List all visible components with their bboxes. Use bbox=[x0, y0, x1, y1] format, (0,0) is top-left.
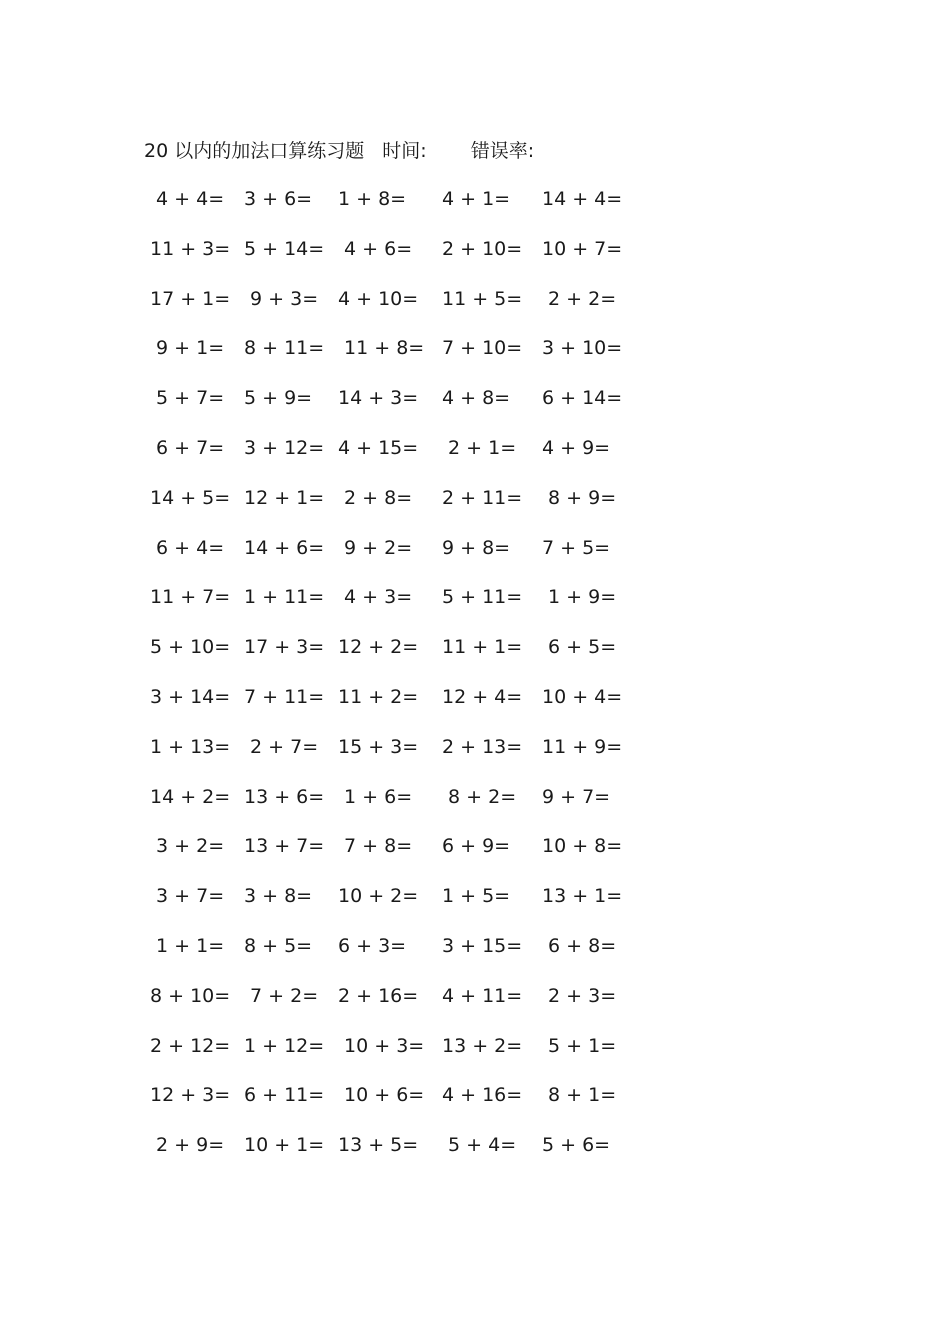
addition-problem: 1 + 12= bbox=[244, 1034, 325, 1057]
problem-row bbox=[150, 484, 650, 534]
addition-problem: 6 + 5= bbox=[542, 636, 617, 659]
addition-problem: 8 + 5= bbox=[244, 934, 313, 957]
addition-problem: 4 + 4= bbox=[150, 188, 225, 210]
addition-problem: 6 + 8= bbox=[542, 934, 617, 957]
addition-problem: 9 + 8= bbox=[442, 536, 511, 559]
addition-problem: 5 + 4= bbox=[442, 1134, 517, 1157]
addition-problem: 4 + 6= bbox=[338, 237, 413, 260]
addition-problem: 1 + 6= bbox=[338, 785, 413, 808]
addition-problem: 10 + 6= bbox=[338, 1084, 425, 1107]
addition-problem: 14 + 2= bbox=[150, 785, 231, 808]
addition-problem: 5 + 11= bbox=[442, 586, 523, 609]
addition-problem: 8 + 1= bbox=[542, 1084, 617, 1107]
addition-problem: 13 + 1= bbox=[542, 885, 623, 908]
addition-problem: 12 + 1= bbox=[244, 486, 325, 509]
addition-problem: 6 + 3= bbox=[338, 934, 407, 957]
addition-problem: 11 + 3= bbox=[150, 237, 231, 260]
addition-problem: 17 + 3= bbox=[244, 636, 325, 659]
addition-problem: 1 + 8= bbox=[338, 188, 407, 210]
problem-row bbox=[150, 235, 650, 285]
addition-problem: 2 + 16= bbox=[338, 984, 419, 1007]
problem-row bbox=[150, 982, 650, 1032]
addition-problem: 4 + 11= bbox=[442, 984, 523, 1007]
addition-problem: 2 + 11= bbox=[442, 486, 523, 509]
addition-problem: 9 + 1= bbox=[150, 337, 225, 360]
addition-problem: 9 + 3= bbox=[244, 287, 319, 310]
addition-problem: 4 + 16= bbox=[442, 1084, 523, 1107]
addition-problem: 7 + 11= bbox=[244, 685, 325, 708]
addition-problem: 13 + 6= bbox=[244, 785, 325, 808]
addition-problem: 3 + 10= bbox=[542, 337, 623, 360]
addition-problem: 2 + 10= bbox=[442, 237, 523, 260]
addition-problem: 5 + 1= bbox=[542, 1034, 617, 1057]
addition-problem: 11 + 2= bbox=[338, 685, 419, 708]
addition-problem: 14 + 4= bbox=[542, 188, 623, 210]
addition-problem: 10 + 4= bbox=[542, 685, 623, 708]
addition-problem: 11 + 9= bbox=[542, 735, 623, 758]
addition-problem: 2 + 9= bbox=[150, 1134, 225, 1157]
addition-problem: 2 + 12= bbox=[150, 1034, 231, 1057]
addition-problem: 2 + 1= bbox=[442, 436, 517, 459]
addition-problem: 8 + 9= bbox=[542, 486, 617, 509]
addition-problem: 4 + 10= bbox=[338, 287, 419, 310]
addition-problem: 4 + 8= bbox=[442, 387, 511, 410]
problem-grid bbox=[150, 185, 650, 1181]
addition-problem: 8 + 10= bbox=[150, 984, 231, 1007]
problem-row bbox=[150, 185, 650, 235]
addition-problem: 2 + 13= bbox=[442, 735, 523, 758]
addition-problem: 17 + 1= bbox=[150, 287, 231, 310]
addition-problem: 12 + 2= bbox=[338, 636, 419, 659]
addition-problem: 11 + 8= bbox=[338, 337, 425, 360]
problem-row bbox=[150, 733, 650, 783]
addition-problem: 4 + 1= bbox=[442, 188, 511, 210]
addition-problem: 6 + 11= bbox=[244, 1084, 325, 1107]
addition-problem: 9 + 2= bbox=[338, 536, 413, 559]
addition-problem: 14 + 6= bbox=[244, 536, 325, 559]
addition-problem: 5 + 9= bbox=[244, 387, 313, 410]
addition-problem: 6 + 14= bbox=[542, 387, 623, 410]
addition-problem: 13 + 5= bbox=[338, 1134, 419, 1157]
addition-problem: 14 + 5= bbox=[150, 486, 231, 509]
addition-problem: 12 + 4= bbox=[442, 685, 523, 708]
problem-row bbox=[150, 1131, 650, 1181]
addition-problem: 12 + 3= bbox=[150, 1084, 231, 1107]
addition-problem: 10 + 3= bbox=[338, 1034, 425, 1057]
addition-problem: 3 + 12= bbox=[244, 436, 325, 459]
problem-row bbox=[150, 434, 650, 484]
addition-problem: 5 + 14= bbox=[244, 237, 325, 260]
addition-problem: 6 + 9= bbox=[442, 835, 511, 858]
addition-problem: 7 + 2= bbox=[244, 984, 319, 1007]
addition-problem: 11 + 1= bbox=[442, 636, 523, 659]
addition-problem: 10 + 1= bbox=[244, 1134, 325, 1157]
addition-problem: 8 + 2= bbox=[442, 785, 517, 808]
problem-row bbox=[150, 334, 650, 384]
addition-problem: 10 + 8= bbox=[542, 835, 623, 858]
addition-problem: 1 + 5= bbox=[442, 885, 511, 908]
problem-row bbox=[150, 783, 650, 833]
addition-problem: 10 + 7= bbox=[542, 237, 623, 260]
addition-problem: 1 + 13= bbox=[150, 735, 231, 758]
problem-row bbox=[150, 1032, 650, 1082]
addition-problem: 3 + 14= bbox=[150, 685, 231, 708]
time-label: 时间: bbox=[382, 140, 427, 162]
addition-problem: 14 + 3= bbox=[338, 387, 419, 410]
problem-row bbox=[150, 683, 650, 733]
problem-row bbox=[150, 384, 650, 434]
worksheet-header bbox=[144, 137, 534, 165]
addition-problem: 3 + 15= bbox=[442, 934, 523, 957]
problem-row bbox=[150, 932, 650, 982]
problem-row bbox=[150, 832, 650, 882]
worksheet-title: 20 以内的加法口算练习题 bbox=[144, 140, 365, 162]
addition-problem: 2 + 3= bbox=[542, 984, 617, 1007]
addition-problem: 4 + 15= bbox=[338, 436, 419, 459]
addition-problem: 2 + 7= bbox=[244, 735, 319, 758]
addition-problem: 11 + 5= bbox=[442, 287, 523, 310]
addition-problem: 1 + 11= bbox=[244, 586, 325, 609]
addition-problem: 7 + 5= bbox=[542, 536, 611, 559]
addition-problem: 4 + 9= bbox=[542, 436, 611, 459]
addition-problem: 5 + 7= bbox=[150, 387, 225, 410]
addition-problem: 7 + 8= bbox=[338, 835, 413, 858]
addition-problem: 3 + 8= bbox=[244, 885, 313, 908]
addition-problem: 2 + 2= bbox=[542, 287, 617, 310]
addition-problem: 2 + 8= bbox=[338, 486, 413, 509]
addition-problem: 10 + 2= bbox=[338, 885, 419, 908]
addition-problem: 7 + 10= bbox=[442, 337, 523, 360]
addition-problem: 9 + 7= bbox=[542, 785, 611, 808]
addition-problem: 3 + 6= bbox=[244, 188, 313, 210]
addition-problem: 4 + 3= bbox=[338, 586, 413, 609]
problem-row bbox=[150, 633, 650, 683]
problem-row bbox=[150, 583, 650, 633]
addition-problem: 5 + 6= bbox=[542, 1134, 611, 1157]
addition-problem: 11 + 7= bbox=[150, 586, 231, 609]
addition-problem: 13 + 2= bbox=[442, 1034, 523, 1057]
addition-problem: 1 + 1= bbox=[150, 934, 225, 957]
addition-problem: 13 + 7= bbox=[244, 835, 325, 858]
problem-row bbox=[150, 285, 650, 335]
addition-problem: 3 + 7= bbox=[150, 885, 225, 908]
addition-problem: 6 + 7= bbox=[150, 436, 225, 459]
problem-row bbox=[150, 1081, 650, 1131]
problem-row bbox=[150, 534, 650, 584]
addition-problem: 6 + 4= bbox=[150, 536, 225, 559]
addition-problem: 3 + 2= bbox=[150, 835, 225, 858]
error-rate-label: 错误率: bbox=[470, 140, 535, 162]
addition-problem: 8 + 11= bbox=[244, 337, 325, 360]
addition-problem: 1 + 9= bbox=[542, 586, 617, 609]
addition-problem: 5 + 10= bbox=[150, 636, 231, 659]
problem-row bbox=[150, 882, 650, 932]
addition-problem: 15 + 3= bbox=[338, 735, 419, 758]
